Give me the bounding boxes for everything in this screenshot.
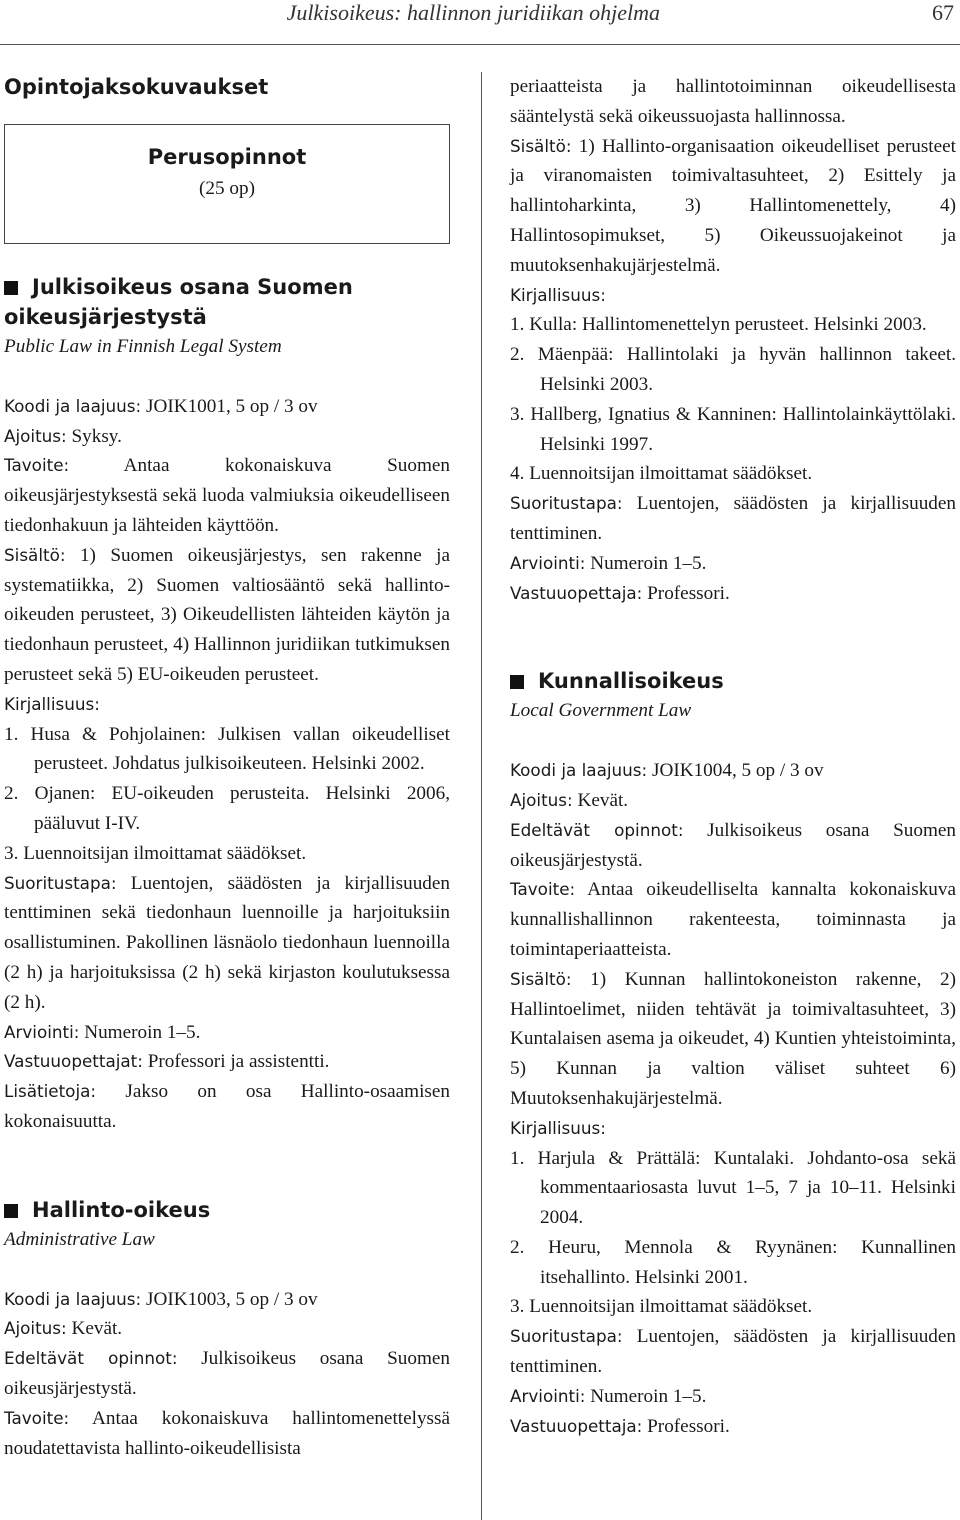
label: Ajoitus:: [510, 789, 573, 810]
value: Luentojen, säädösten ja kirjallisuuden tenttiminen.: [510, 1326, 956, 1378]
course-teacher: [4, 1047, 450, 1077]
course-content: [510, 965, 956, 1114]
label: Lisätietoja:: [4, 1081, 97, 1102]
box-credits: (25 op): [199, 178, 255, 199]
literature-label: Kirjallisuus:: [510, 1117, 606, 1138]
value: Julkisoikeus osana Suomen oikeusjärjestystä.: [510, 819, 956, 871]
label: Tavoite:: [4, 1407, 70, 1428]
value: Kevät.: [66, 1318, 123, 1340]
literature-list: [4, 720, 450, 869]
spacer: [510, 608, 956, 666]
value: Antaa kokonaiskuva Suomen oikeusjärjestyksestä sekä luoda valmiuksia oikeudelliseen tiedonhakuun ja lähteiden käyttöön.: [4, 455, 450, 536]
course-title-cont: [4, 302, 450, 332]
label: Sisältö:: [510, 135, 572, 156]
list-item: 4. Luennoitsijan ilmoittamat säädökset.: [510, 463, 813, 485]
list-item: 2. Ojanen: EU-oikeuden perusteita. Helsinki 2006, pääluvut I-IV.: [4, 783, 450, 834]
value: 1) Kunnan hallintokoneiston rakenne, 2) Hallintoelimet, niiden tehtävät ja toimivaltasuhteet, 3) Kuntalaisen asema ja oikeudet, 4) Kuntien yhteistoiminta, 5) Kunnan ja valtion väliset suhteet 6) Muutoksenhakujärjestelmä.: [510, 968, 956, 1109]
course-title-line2: oikeusjärjestystä: [4, 305, 207, 329]
value: 1) Hallinto-organisaation oikeudelliset perusteet ja viranomaisten toimivaltasuhteet, 2) Esittely ja hallintoharkinta, 3) Hallintomenettely, 4) Hallintosopimukset, 5) Oikeussuojakeinot ja muutoksenhakujärjestelmä.: [510, 135, 956, 276]
spacer: [4, 1137, 450, 1195]
value: 1) Suomen oikeusjärjestys, sen rakenne ja systematiikka, 2) Suomen valtiosääntö sekä hallinto-oikeuden perusteet, 3) Oikeudellisten lähteiden käytön ja tiedonhaun perusteet, 4) Hallinnon juridiikan tutkimuksen perusteet sekä 5) EU-oikeuden perusteet.: [4, 544, 450, 685]
label: Arviointi:: [510, 1385, 586, 1406]
label: Edeltävät opinnot:: [510, 819, 684, 840]
running-title: Julkisoikeus: hallinnon juridiikan ohjelma: [286, 0, 660, 25]
course-prereq: [4, 1344, 450, 1404]
value: Numeroin 1–5.: [79, 1021, 201, 1043]
label: Koodi ja laajuus:: [4, 1288, 142, 1309]
value: Professori ja assistentti.: [142, 1051, 330, 1073]
square-bullet-icon: [510, 675, 524, 689]
label: Suoritustapa:: [510, 493, 623, 514]
column-divider: [481, 72, 482, 1520]
label: Suoritustapa:: [510, 1326, 623, 1347]
list-item: 3. Luennoitsijan ilmoittamat säädökset.: [510, 1296, 813, 1318]
label: Ajoitus:: [4, 1318, 67, 1339]
course-goal: [510, 875, 956, 964]
value: Luentojen, säädösten ja kirjallisuuden tenttiminen sekä tiedonhaun luennoille ja harjoituksiin osallistuminen. Pakollinen läsnäolo tiedonhaun luennoilla (2 h) ja harjoituksissa (2 h) sekä kirjaston koulutuksessa (2 h).: [4, 872, 450, 1013]
course-title: [4, 1195, 450, 1225]
value: Jakso on osa Hallinto-osaamisen kokonaisuutta.: [4, 1081, 450, 1132]
header-rule: [0, 44, 960, 45]
course-grading: [510, 549, 956, 579]
course-grading: [510, 1382, 956, 1412]
list-item: 1. Harjula & Prättälä: Kuntalaki. Johdanto-osa sekä kommentaariosasta luvut 1–5, 7 ja 10–11. Helsinki 2004.: [510, 1147, 956, 1229]
label: Arviointi:: [510, 552, 586, 573]
course-code: [510, 756, 956, 786]
label: Edeltävät opinnot:: [4, 1348, 178, 1369]
value: Numeroin 1–5.: [585, 1385, 707, 1407]
course-content: [510, 132, 956, 281]
literature-label: Kirjallisuus:: [510, 284, 606, 305]
course-method: [4, 869, 450, 1018]
course-title-text: Hallinto-oikeus: [32, 1197, 211, 1222]
course-title-line1: Julkisoikeus osana Suomen: [32, 275, 353, 299]
label: Vastuuopettaja:: [510, 582, 643, 603]
label: Vastuuopettajat:: [4, 1051, 143, 1072]
course-code: [4, 1285, 450, 1315]
left-column: [4, 72, 450, 1463]
square-bullet-icon: [4, 1204, 18, 1218]
course-goal-cont: periaatteista ja hallintotoiminnan oikeudellisesta sääntelystä sekä oikeussuojasta hallinnossa.: [510, 76, 956, 127]
square-bullet-icon: [4, 281, 18, 295]
list-item: 3. Luennoitsijan ilmoittamat säädökset.: [4, 842, 307, 864]
course-method: [510, 1322, 956, 1382]
course-title: [510, 666, 956, 696]
value: Julkisoikeus osana Suomen oikeusjärjestystä.: [4, 1348, 450, 1399]
section-title: Opintojaksokuvaukset: [4, 75, 269, 99]
label: Tavoite:: [4, 455, 70, 476]
course-timing: [510, 786, 956, 816]
course-teacher: [510, 1412, 956, 1442]
label: Sisältö:: [4, 544, 66, 565]
label: Arviointi:: [4, 1021, 80, 1042]
course-goal: [4, 1404, 450, 1464]
value: Professori.: [642, 582, 730, 604]
label: Ajoitus:: [4, 425, 67, 446]
course-teacher: [510, 579, 956, 609]
list-item: 3. Hallberg, Ignatius & Kanninen: Hallintolainkäyttölaki. Helsinki 1997.: [510, 403, 956, 455]
course-english-title: Administrative Law: [4, 1228, 155, 1250]
course-content: [4, 541, 450, 690]
right-column: [510, 72, 956, 1441]
course-grading: [4, 1018, 450, 1048]
box-title: Perusopinnot: [147, 145, 307, 169]
value: JOIK1004, 5 op / 3 ov: [647, 760, 824, 782]
page-number: 67: [932, 0, 954, 25]
course-title-text: Kunnallisoikeus: [538, 669, 724, 694]
course-english-title: Local Government Law: [510, 700, 692, 722]
value: JOIK1003, 5 op / 3 ov: [141, 1288, 318, 1310]
list-item: 2. Heuru, Mennola & Ryynänen: Kunnallinen itsehallinto. Helsinki 2001.: [510, 1236, 956, 1288]
course-prereq: [510, 816, 956, 876]
list-item: 1. Husa & Pohjolainen: Julkisen vallan oikeudelliset perusteet. Johdatus julkisoikeuteen. Helsinki 2002.: [4, 723, 450, 775]
list-item: 1. Kulla: Hallintomenettelyn perusteet. Helsinki 2003.: [510, 314, 927, 336]
label: Suoritustapa:: [4, 872, 117, 893]
studies-box: [4, 124, 450, 244]
literature-list: [510, 1144, 956, 1323]
label: Vastuuopettaja:: [510, 1415, 643, 1436]
literature-label: Kirjallisuus:: [4, 693, 100, 714]
course-title: [4, 272, 450, 302]
list-item: 2. Mäenpää: Hallintolaki ja hyvän hallinnon takeet. Helsinki 2003.: [510, 344, 956, 395]
course-english-title: Public Law in Finnish Legal System: [4, 336, 282, 357]
value: Professori.: [642, 1415, 730, 1437]
label: Koodi ja laajuus:: [510, 760, 648, 781]
value: Antaa oikeudelliselta kannalta kokonaiskuva kunnallishallinnon rakenteesta, toiminnasta ja toimintaperiaatteista.: [510, 879, 956, 960]
label: Tavoite:: [510, 879, 576, 900]
label: Koodi ja laajuus:: [4, 395, 142, 416]
value: JOIK1001, 5 op / 3 ov: [141, 395, 318, 417]
course-timing: [4, 422, 450, 452]
value: Antaa kokonaiskuva hallintomenettelyssä noudatettavista hallinto-oikeudellisista: [4, 1407, 450, 1459]
course-info: [4, 1077, 450, 1137]
label: Sisältö:: [510, 968, 572, 989]
course-method: [510, 489, 956, 549]
literature-list: [510, 310, 956, 489]
course-goal: [4, 451, 450, 540]
value: Syksy.: [66, 425, 122, 447]
value: Numeroin 1–5.: [585, 552, 707, 574]
course-timing: [4, 1314, 450, 1344]
page-header: [0, 0, 960, 46]
value: Luentojen, säädösten ja kirjallisuuden tenttiminen.: [510, 493, 956, 544]
value: Kevät.: [572, 789, 629, 811]
course-code: [4, 392, 450, 422]
